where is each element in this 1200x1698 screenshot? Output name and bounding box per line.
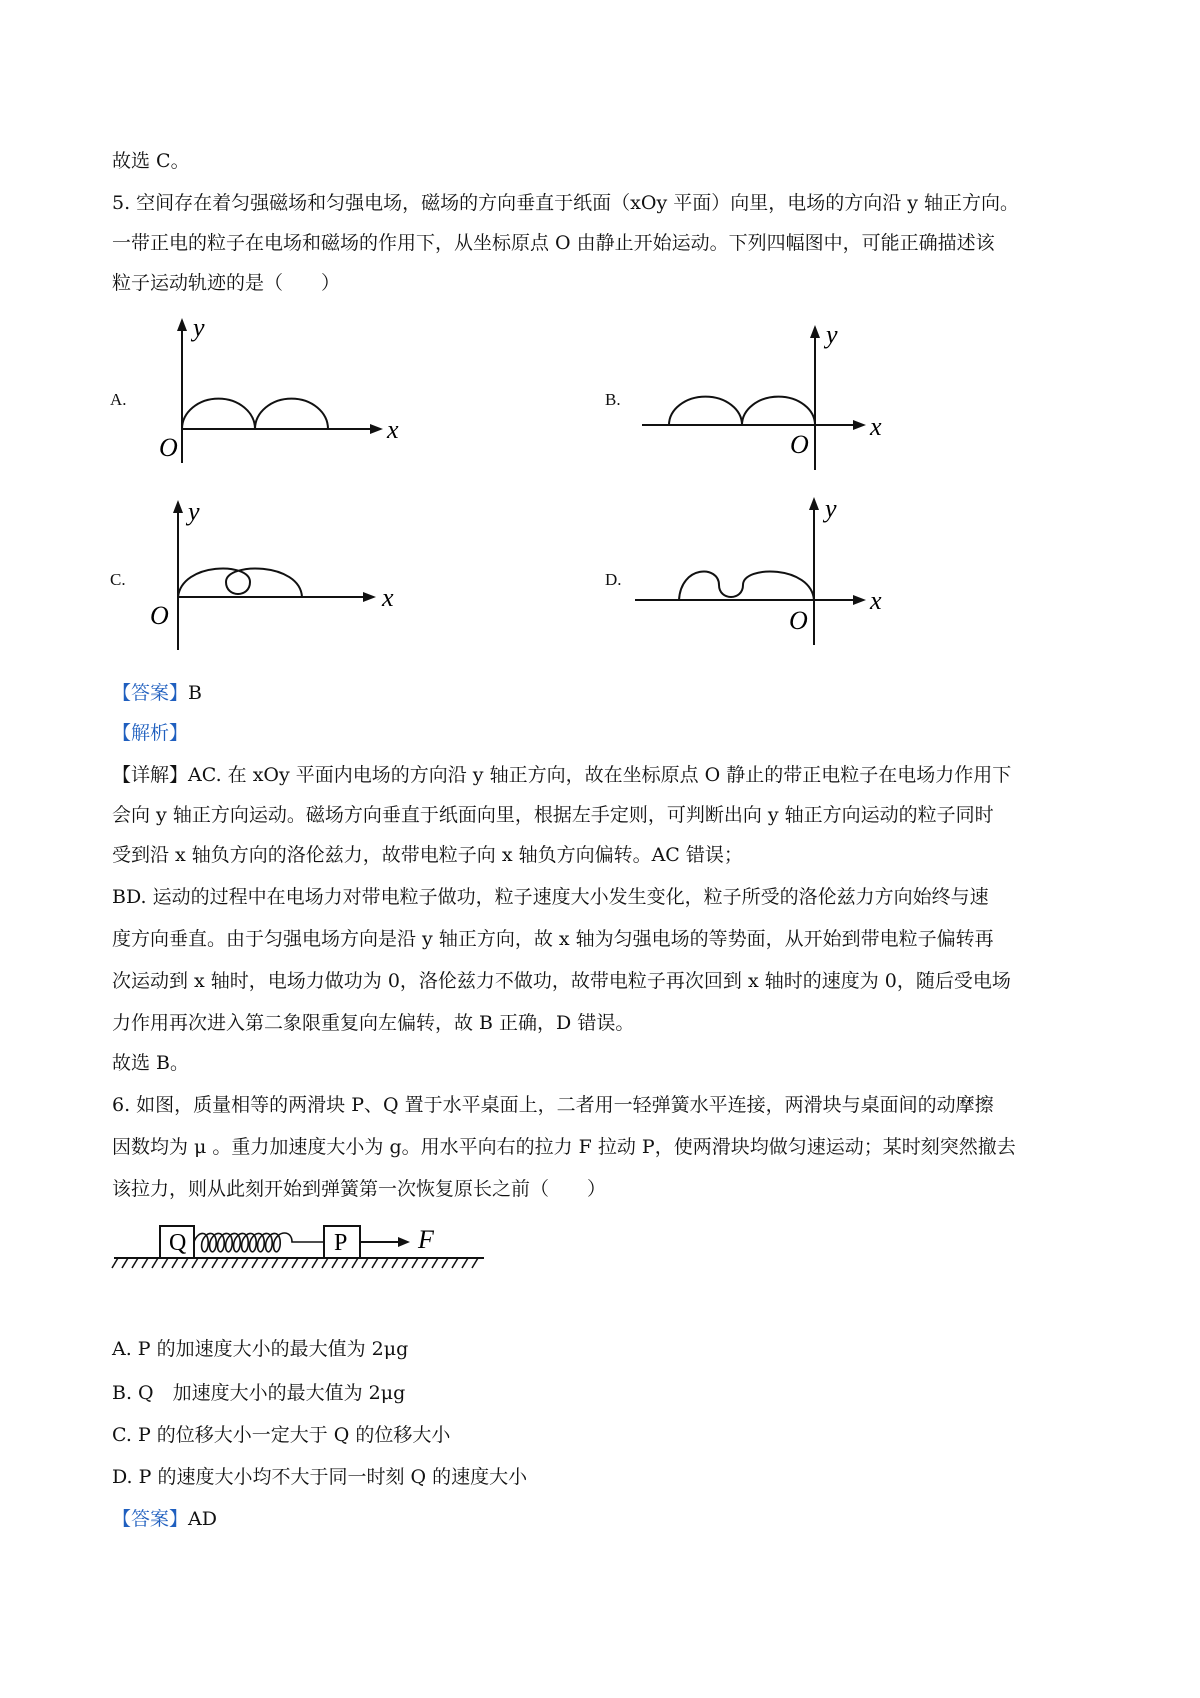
- y-axis-label: y: [825, 494, 837, 523]
- q5-detail-line-5: 度方向垂直。由于匀强电场方向是沿 y 轴正方向，故 x 轴为匀强电场的等势面，从开始到带电粒子偏转再: [112, 928, 994, 950]
- q5-option-a-graph: [145, 313, 405, 478]
- block-p-label: P: [334, 1230, 348, 1256]
- q5-stem-line-2: 一带正电的粒子在电场和磁场的作用下，从坐标原点 O 由静止开始运动。下列四幅图中，可能正确描述该: [112, 232, 995, 254]
- q5-detail-line-6: 次运动到 x 轴时，电场力做功为 0，洛伦兹力不做功，故带电粒子再次回到 x 轴时的速度为 0，随后受电场: [112, 970, 1011, 992]
- q5-option-c-label: C.: [110, 570, 126, 589]
- answer-tag: 【答案】: [112, 1508, 189, 1530]
- origin-label: O: [790, 430, 809, 459]
- x-axis-label: x: [387, 415, 399, 444]
- prev-choice: 故选 C。: [112, 150, 190, 172]
- q6-option-a: A. P 的加速度大小的最大值为 2μg: [112, 1338, 409, 1360]
- q5-stem-line-3: 粒子运动轨迹的是（ ）: [112, 272, 341, 294]
- q5-option-a-label: A.: [110, 390, 127, 409]
- q5-option-d-label: D.: [605, 570, 622, 589]
- q6-answer: [112, 1506, 217, 1532]
- q5-detail-line-7: 力作用再次进入第二象限重复向左偏转，故 B 正确，D 错误。: [112, 1012, 635, 1034]
- q5-option-b-label: B.: [605, 390, 621, 409]
- q6-option-d: D. P 的速度大小均不大于同一时刻 Q 的速度大小: [112, 1466, 528, 1488]
- q5-detail-line-4: BD. 运动的过程中在电场力对带电粒子做功，粒子速度大小发生变化，粒子所受的洛伦兹力方向始终与速: [112, 886, 989, 908]
- origin-label: O: [789, 606, 808, 635]
- q5-analysis-tag: 【解析】: [112, 722, 189, 744]
- q6-stem-line-1: 6. 如图，质量相等的两滑块 P、Q 置于水平桌面上，二者用一轻弹簧水平连接，两滑块与桌面间的动摩擦: [112, 1094, 994, 1116]
- answer-value: AD: [188, 1508, 217, 1530]
- ground-hatching: [112, 1258, 478, 1268]
- y-axis-label: y: [193, 313, 205, 342]
- block-q-label: Q: [169, 1230, 187, 1256]
- q5-stem-line-1: 5. 空间存在着匀强磁场和匀强电场，磁场的方向垂直于纸面（xOy 平面）向里，电场的方向沿 y 轴正方向。: [112, 192, 1020, 214]
- q6-stem-line-3: 该拉力，则从此刻开始到弹簧第一次恢复原长之前（ ）: [112, 1178, 607, 1200]
- q5-answer: [112, 680, 202, 706]
- x-axis-label: x: [870, 412, 882, 441]
- q5-detail-line-3: 受到沿 x 轴负方向的洛伦兹力，故带电粒子向 x 轴负方向偏转。AC 错误；: [112, 844, 743, 866]
- x-axis-label: x: [870, 586, 882, 615]
- q5-option-c-graph: [142, 497, 402, 660]
- y-axis-label: y: [188, 497, 200, 526]
- answer-tag: 【答案】: [112, 682, 189, 704]
- q5-option-b-graph: [640, 320, 900, 485]
- q5-option-d-graph: [633, 494, 893, 657]
- answer-value: B: [188, 682, 202, 704]
- origin-label: O: [159, 433, 178, 462]
- y-axis-label: y: [826, 320, 838, 349]
- force-label: F: [418, 1225, 434, 1254]
- q5-conclusion: 故选 B。: [112, 1052, 190, 1074]
- origin-label: O: [150, 601, 169, 630]
- q5-detail-line-2: 会向 y 轴正方向运动。磁场方向垂直于纸面向里，根据左手定则，可判断出向 y 轴正方向运动的粒子同时: [112, 804, 994, 826]
- q6-option-b: B. Q 加速度大小的最大值为 2μg: [112, 1382, 406, 1404]
- spring: [194, 1233, 324, 1252]
- q5-detail-line-1: 【详解】AC. 在 xOy 平面内电场的方向沿 y 轴正方向，故在坐标原点 O 静止的带正电粒子在电场力作用下: [112, 764, 1012, 786]
- x-axis-label: x: [382, 583, 394, 612]
- q6-stem-line-2: 因数均为 μ 。重力加速度大小为 g。用水平向右的拉力 F 拉动 P，使两滑块均做匀速运动；某时刻突然撤去: [112, 1136, 1016, 1158]
- q6-option-c: C. P 的位移大小一定大于 Q 的位移大小: [112, 1424, 451, 1446]
- q6-spring-figure: [112, 1218, 492, 1288]
